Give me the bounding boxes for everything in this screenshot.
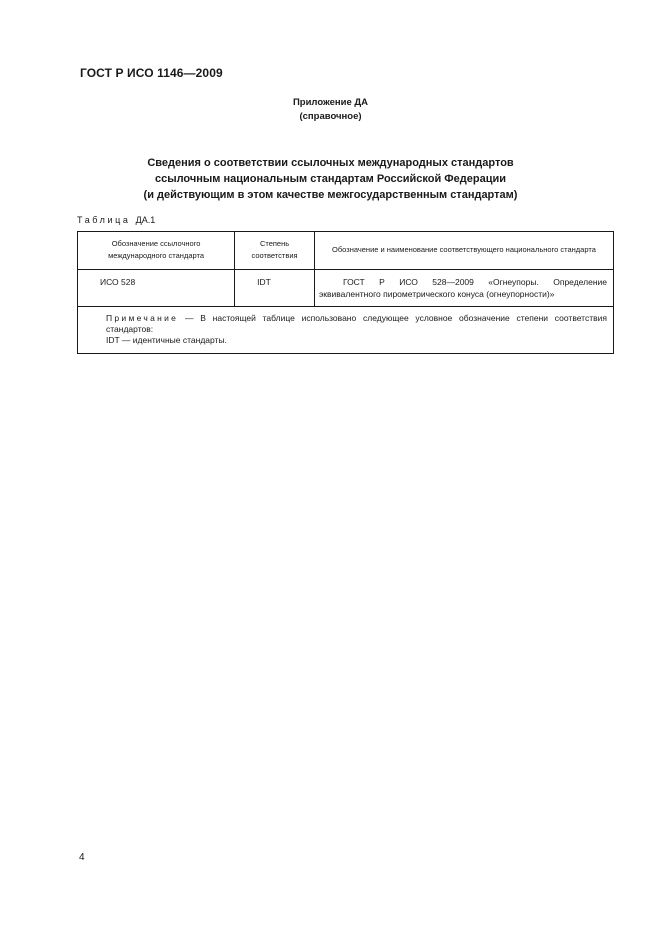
header-international-standard xyxy=(78,232,235,270)
document-header: ГОСТ Р ИСО 1146—2009 xyxy=(80,66,223,80)
section-title-line: (и действующим в этом качестве межгосударственным стандартам) xyxy=(143,189,518,201)
appendix-heading xyxy=(0,96,661,124)
appendix-subtitle: (справочное) xyxy=(299,111,362,122)
appendix-title: Приложение ДА xyxy=(292,97,369,108)
table-caption xyxy=(77,215,155,225)
section-title-line: ссылочным национальным стандартам Российской Федерации xyxy=(154,173,507,185)
cell-international-code xyxy=(78,270,235,307)
national-standard-text xyxy=(315,270,613,300)
conformity-table xyxy=(77,231,614,354)
table-caption-number: ДА.1 xyxy=(135,215,156,225)
table-note-row xyxy=(78,307,614,354)
header-degree xyxy=(235,232,315,270)
cell-degree xyxy=(235,270,315,307)
header-national-standard xyxy=(314,232,613,270)
section-title-line: Сведения о соответствии ссылочных международных стандартов xyxy=(147,157,514,169)
header-label: Обозначение и наименование соответствующего национального стандарта xyxy=(332,244,596,254)
note-paragraph xyxy=(106,313,607,335)
degree-value: IDT xyxy=(257,277,271,287)
international-code: ИСО 528 xyxy=(100,277,136,287)
national-standard-name: ГОСТ Р ИСО 528—2009 «Огнеупоры. Определение эквивалентного пирометрического конуса (огнеупорности)» xyxy=(318,277,607,299)
note-text: — В настоящей таблице использовано следующее условное обозначение степени соответствия стандартов: xyxy=(106,313,607,334)
table-note xyxy=(78,307,614,354)
table-row xyxy=(78,270,614,307)
cell-national-standard xyxy=(314,270,613,307)
note-item: IDT — идентичные стандарты. xyxy=(106,335,227,345)
table-caption-word: Таблица xyxy=(77,215,131,225)
table-header-row xyxy=(78,232,614,270)
page-number: 4 xyxy=(79,852,85,863)
header-label: Обозначение ссылочного международного стандарта xyxy=(108,238,205,260)
section-title xyxy=(0,155,661,203)
header-label: Степень соответствия xyxy=(251,238,298,260)
note-label: Примечание xyxy=(106,313,179,323)
